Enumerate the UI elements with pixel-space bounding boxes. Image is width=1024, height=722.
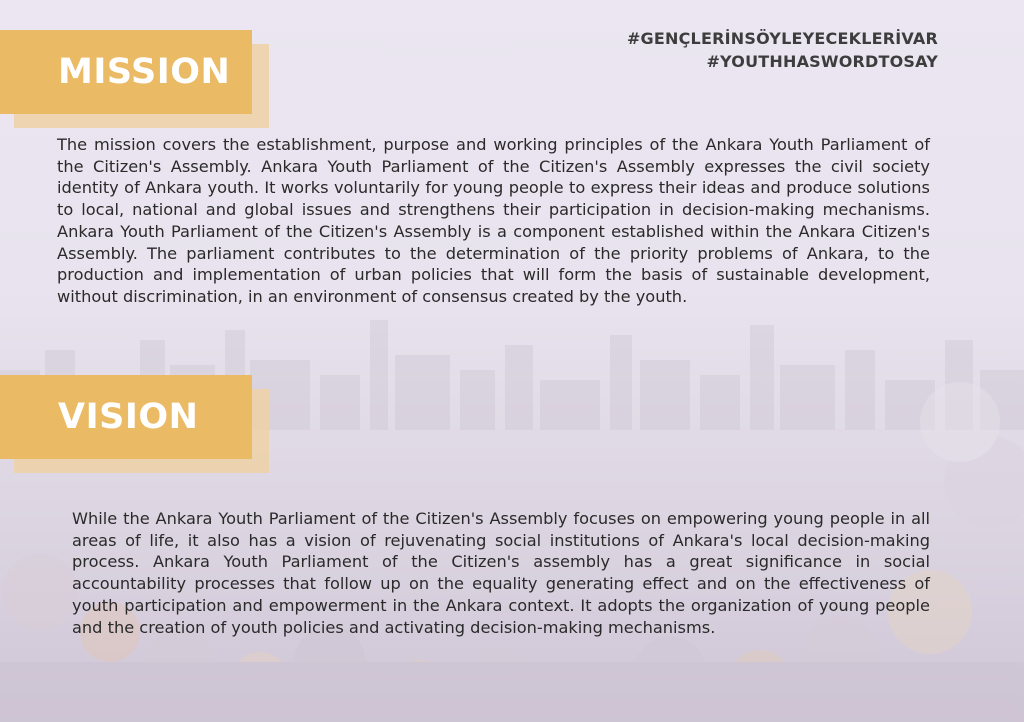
- vision-title: VISION: [58, 397, 199, 437]
- hashtags: [627, 27, 938, 73]
- vision-paragraph: While the Ankara Youth Parliament of the Citizen's Assembly focuses on empowering young people in all areas of life, it also has a vision of rejuvenating social institutions of Ankara's local decision-making process. Ankara Youth Parliament of the Citizen's assembly has a great significance in social accountability processes that follow up on the equality generating effect and on the effectiveness of youth participation and empowerment in the Ankara context. It adopts the organization of young people and the creation of youth policies and activating decision-making mechanisms.: [72, 509, 930, 637]
- hashtag-turkish: #GENÇLERİNSÖYLEYECEKLERİVAR: [626, 29, 938, 48]
- mission-title: MISSION: [58, 52, 231, 92]
- mission-heading-tab: [0, 30, 252, 114]
- vision-heading-tab: [0, 375, 252, 459]
- mission-paragraph: The mission covers the establishment, purpose and working principles of the Ankara Youth Parliament of the Citizen's Assembly. Ankara Youth Parliament of the Citizen's Assembly expresses the civil society identity of Ankara youth. It works voluntarily for young people to express their ideas and produce solutions to local, national and global issues and strengthens their participation in decision-making mechanisms. Ankara Youth Parliament of the Citizen's Assembly is a component established within the Ankara Citizen's Assembly. The parliament contributes to the determination of the priority problems of Ankara, to the production and implementation of urban policies that will form the basis of sustainable development, without discrimination, in an environment of consensus created by the youth.: [57, 135, 930, 306]
- hashtag-english: #YOUTHHASWORDTOSAY: [706, 52, 938, 71]
